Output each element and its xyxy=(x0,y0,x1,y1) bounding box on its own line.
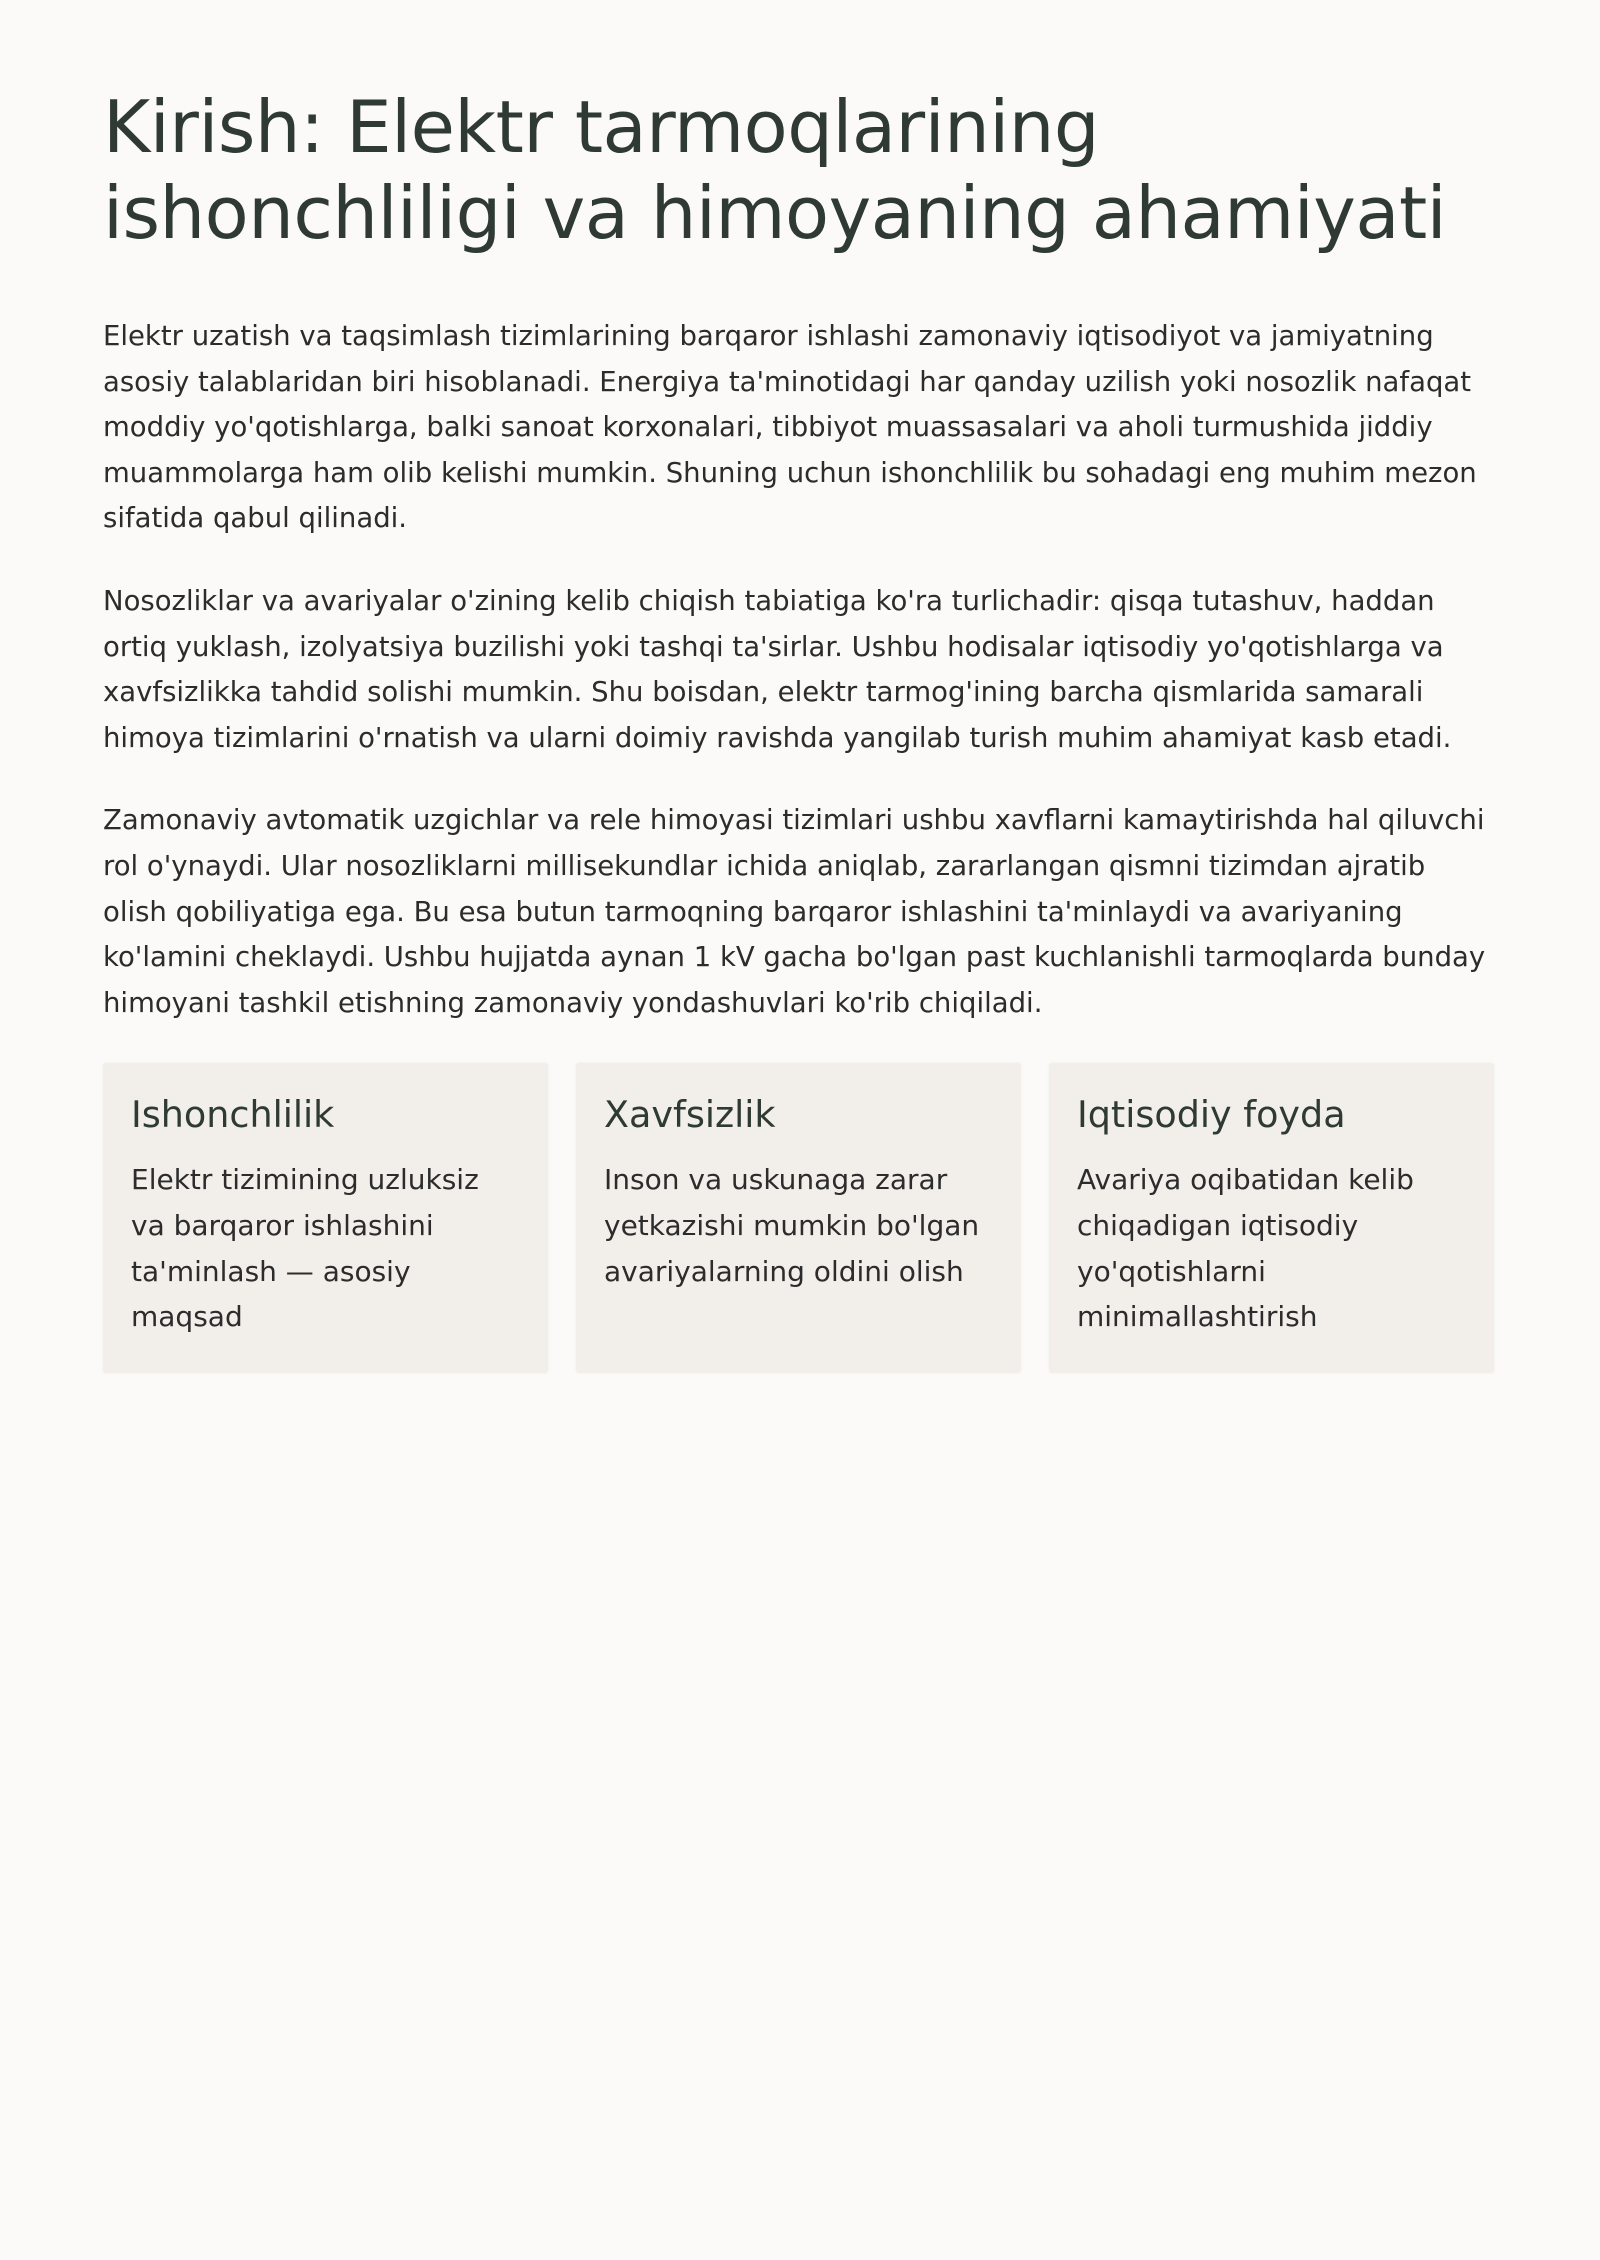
intro-paragraph-2: Nosozliklar va avariyalar o'zining kelib chiqish tabiatiga ko'ra turlichadir: qisqa tutashuv, haddan ortiq yuklash, izolyatsiya buzilishi yoki tashqi ta'sirlar. Ushbu hodisalar iqtisodiy yo'qotishlarga va xavfsizlikka tahdid solishi mumkin. Shu boisdan, elektr tarmog'ining barcha qismlarida samarali himoya tizimlarini o'rnatish va ularni doimiy ravishda yangilab turish muhim ahamiyat kasb etadi. xyxy=(103,584,1452,754)
card-text: Elektr tizimining uzluksiz va barqaror ishlashini ta'minlash — asosiy maqsad xyxy=(131,1163,479,1334)
card-title: Xavfsizlik xyxy=(604,1093,776,1137)
card-text: Inson va uskunaga zarar yetkazishi mumkin bo'lgan avariyalarning oldini olish xyxy=(604,1163,980,1288)
intro-paragraph-1: Elektr uzatish va taqsimlash tizimlarining barqaror ishlashi zamonaviy iqtisodiyot va jamiyatning asosiy talablaridan biri hisoblanadi. Energiya ta'minotidagi har qanday uzilish yoki nosozlik nafaqat moddiy yo'qotishlarga, balki sanoat korxonalari, tibbiyot muassasalari va aholi turmushida jiddiy muammolarga ham olib kelishi mumkin. Shuning uchun ishonchlilik bu sohadagi eng muhim mezon sifatida qabul qilinadi. xyxy=(103,320,1477,535)
card-title: Ishonchlilik xyxy=(131,1093,335,1137)
card-title: Iqtisodiy foyda xyxy=(1077,1093,1346,1137)
feature-card-reliability xyxy=(103,1063,548,1373)
intro-paragraph-3: Zamonaviy avtomatik uzgichlar va rele himoyasi tizimlari ushbu xavflarni kamaytirishda hal qiluvchi rol o'ynaydi. Ular nosozliklarni millisekundlar ichida aniqlab, zararlangan qismni tizimdan ajratib olish qobiliyatiga ega. Bu esa butun tarmoqning barqaror ishlashini ta'minlaydi va avariyaning ko'lamini cheklaydi. Ushbu hujjatda aynan 1 kV gacha bo'lgan past kuchlanishli tarmoqlarda bunday himoyani tashkil etishning zamonaviy yondashuvlari ko'rib chiqiladi. xyxy=(103,804,1486,1019)
feature-cards xyxy=(103,1063,1497,1373)
feature-card-economic-benefit xyxy=(1049,1063,1494,1373)
feature-card-safety xyxy=(576,1063,1021,1373)
card-text: Avariya oqibatidan kelib chiqadigan iqtisodiy yo'qotishlarni minimallashtirish xyxy=(1077,1163,1414,1334)
page-title: Kirish: Elektr tarmoqlarining ishonchliligi va himoyaning ahamiyati xyxy=(103,85,1447,255)
